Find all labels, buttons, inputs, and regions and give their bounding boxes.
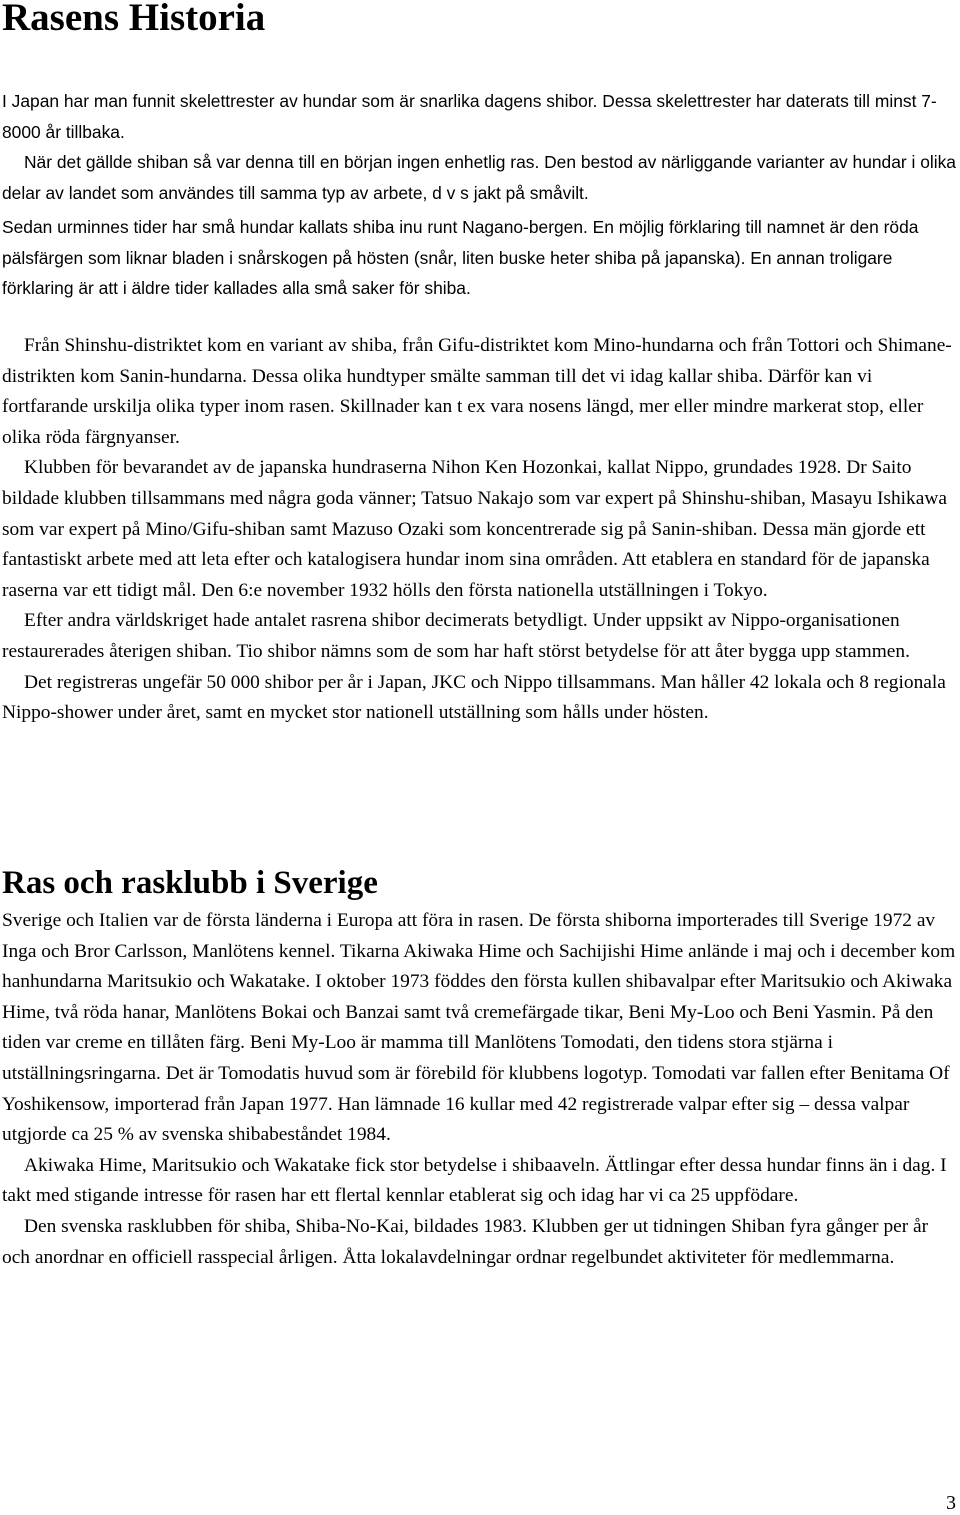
paragraph: Sedan urminnes tider har små hundar kallats shiba inu runt Nagano-bergen. En möjlig förklaring till namnet är den röda pälsfärgen som liknar bladen i snårskogen på hösten (snår, liten buske heter shiba på japanska). En annan troligare förklaring är att i äldre tider kallades alla små saker för shiba.	[2, 217, 919, 298]
paragraph: I Japan har man funnit skelettrester av hundar som är snarlika dagens shibor. Dessa skelettrester har daterats till minst 7-8000 år tillbaka.	[2, 91, 937, 142]
paragraph: Från Shinshu-distriktet kom en variant av shiba, från Gifu-distriktet kom Mino-hundarna och från Tottori och Shimane-distrikten kom Sanin-hundarna. Dessa olika hundtyper smälte samman till det vi idag kallar shiba. Därför kan vi fortfarande urskilja olika typer inom rasen. Skillnader kan t ex vara nosens längd, mer eller mindre markerat stop, eller olika röda färgnyanser.	[2, 335, 952, 448]
paragraph: När det gällde shiban så var denna till en början ingen enhetlig ras. Den bestod av närliggande varianter av hundar i olika delar av landet som användes till samma typ av arbete, d v s jakt på småvilt.	[2, 152, 956, 203]
paragraph: Akiwaka Hime, Maritsukio och Wakatake fick stor betydelse i shibaaveln. Ättlingar efter dessa hundar finns än i dag. I takt med stigande intresse för rasen har ett flertal kennlar etablerat sig och idag har vi ca 25 uppfödare.	[2, 1154, 947, 1207]
paragraph: Den svenska rasklubben för shiba, Shiba-No-Kai, bildades 1983. Klubben ger ut tidningen Shiban fyra gånger per år och anordnar en officiell rasspecial årligen. Åtta lokalavdelningar ordnar regelbundet aktiviteter för medlemmarna.	[2, 1215, 929, 1268]
history-names	[2, 212, 958, 304]
paragraph: Klubben för bevarandet av de japanska hundraserna Nihon Ken Hozonkai, kallat Nippo, grundades 1928. Dr Saito bildade klubben tillsammans med några goda vänner; Tatsuo Nakajo som var expert på Shinshu-shiban, Masayu Ishikawa som var expert på Mino/Gifu-shiban samt Mazuso Ozaki som koncentrerade sig på Sanin-shiban. Dessa män gjorde ett fantastiskt arbete med att leta efter och katalogisera hundar inom sina områden. Att etablera en standard för de japanska raserna var ett tidigt mål. Den 6:e november 1932 hölls den första nationella utställningen i Tokyo.	[2, 457, 947, 601]
history-body	[2, 331, 958, 729]
page-title: Rasens Historia	[2, 0, 266, 39]
paragraph: Efter andra världskriget hade antalet rasrena shibor decimerats betydligt. Under uppsikt av Nippo-organisationen restaurerades återigen shiban. Tio shibor nämns som de som har haft störst betydelse för att åter bygga upp stammen.	[2, 610, 910, 662]
paragraph: Det registreras ungefär 50 000 shibor per år i Japan, JKC och Nippo tillsammans. Man håller 42 lokala och 8 regionala Nippo-shower under året, samt en mycket stor nationell utställning som hålls under hösten.	[2, 671, 946, 724]
section-title: Ras och rasklubb i Sverige	[2, 865, 378, 901]
history-intro	[2, 86, 958, 208]
paragraph: Sverige och Italien var de första länderna i Europa att föra in rasen. De första shiborna importerades till Sverige 1972 av Inga och Bror Carlsson, Manlötens kennel. Tikarna Akiwaka Hime och Sachijishi Hime anlände i maj och i december kom hanhundarna Maritsukio och Wakatake. I oktober 1973 föddes den första kullen shibavalpar efter Maritsukio och Akiwaka Hime, två röda hanar, Manlötens Bokai och Banzai samt två cremefärgade tikar, Beni My-Loo och Beni Yasmin. På den tiden var creme en tillåten färg. Beni My-Loo är mamma till Manlötens Tomodati, den tidens stora stjärna i utställningsringarna. Det är Tomodatis huvud som är förebild för klubbens logotyp. Tomodati var fallen efter Benitama Of Yoshikensow, importerad från Japan 1977. Han lämnade 16 kullar med 42 registrerade valpar efter sig – dessa valpar utgjorde ca 25 % av svenska shibabeståndet 1984.	[2, 910, 956, 1146]
sweden-body	[2, 906, 958, 1273]
page-number: 3	[946, 1492, 956, 1514]
